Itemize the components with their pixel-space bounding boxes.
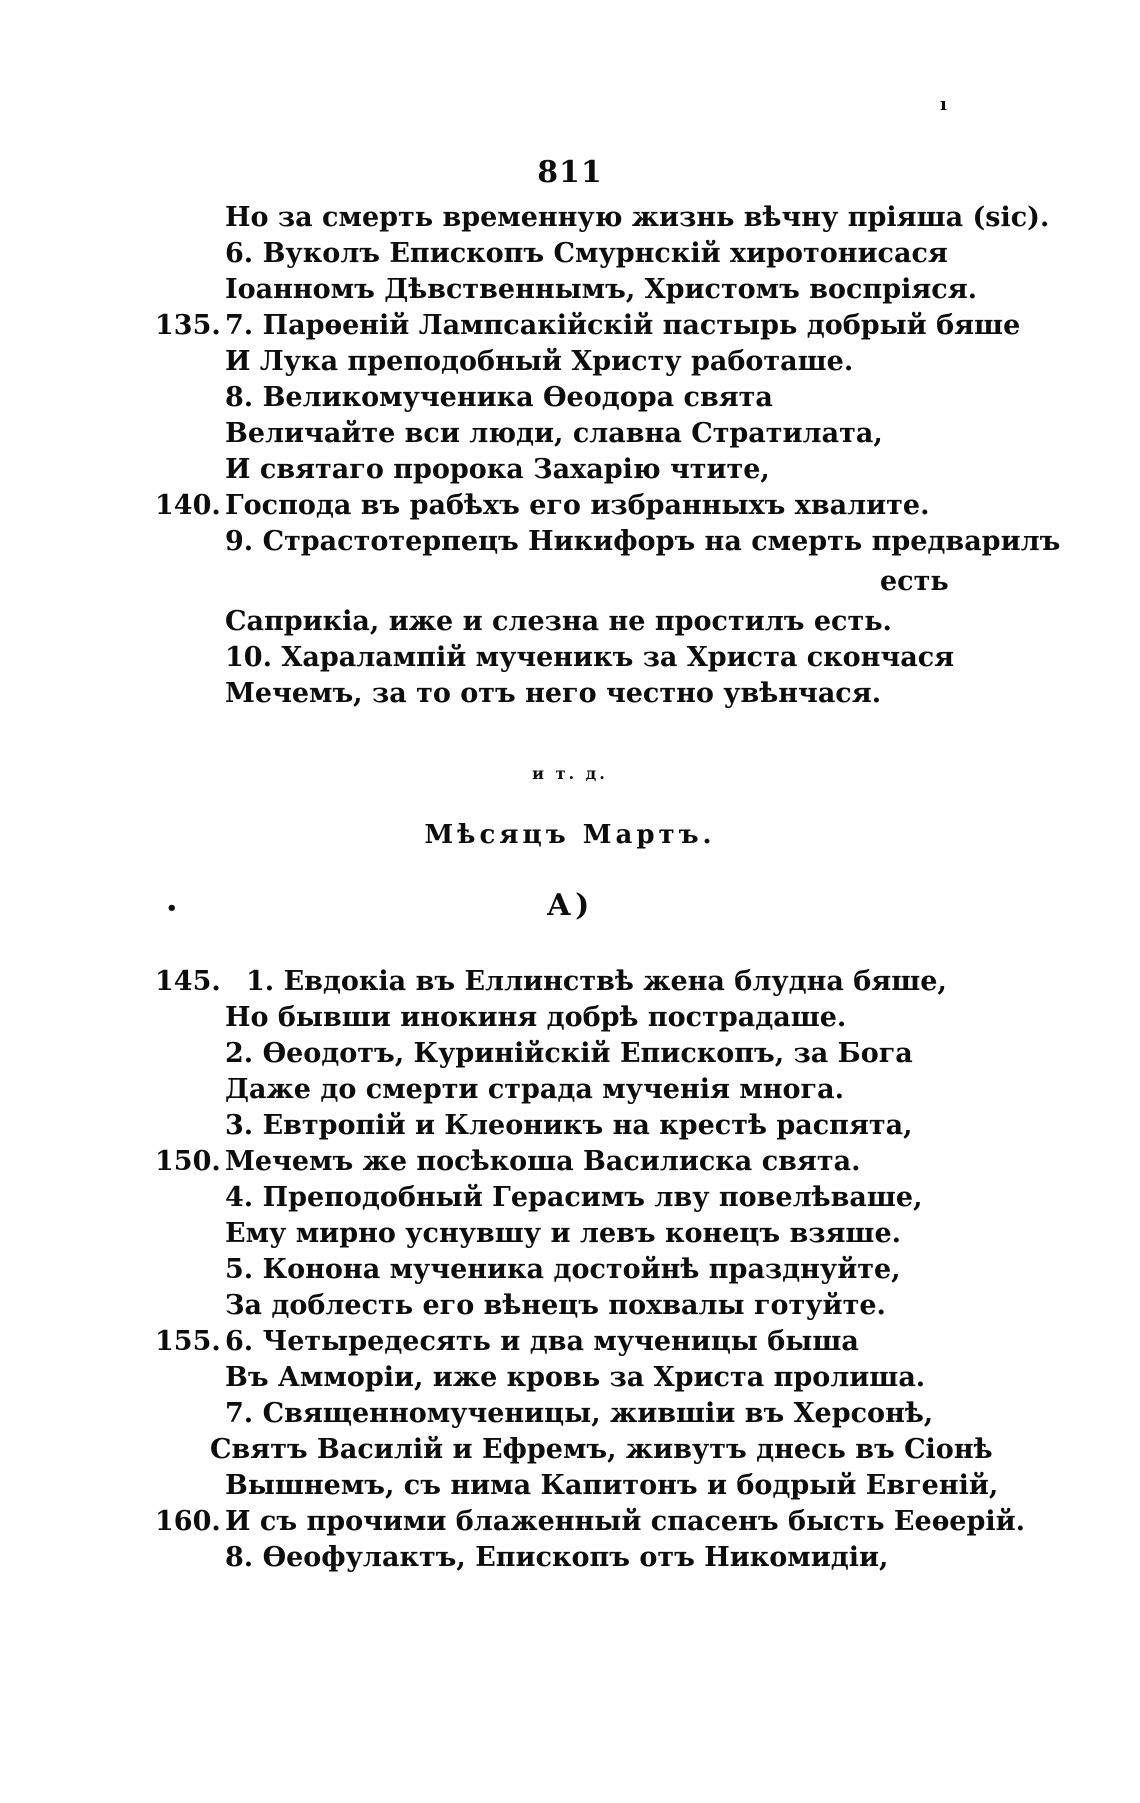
line-number: 145. bbox=[155, 966, 221, 997]
ink-speck: • bbox=[166, 898, 178, 919]
verse-text: 3. Евтропій и Клеоникъ на крестѣ распята, bbox=[225, 1110, 913, 1141]
line-number: 155. bbox=[155, 1326, 221, 1357]
verse-text: 8. Великомученика Ѳеодора свята bbox=[225, 382, 773, 413]
etc-note: и т. д. bbox=[532, 764, 608, 783]
month-heading: Мѣсяцъ Мартъ. bbox=[424, 820, 716, 850]
verse-text: 4. Преподобный Герасимъ лву повелѣваше, bbox=[225, 1182, 923, 1213]
verse-text: 10. Харалампій мученикъ за Христа скончася bbox=[225, 642, 955, 673]
line-number: 150. bbox=[155, 1146, 221, 1177]
verse-text: Святъ Василій и Ефремъ, живутъ днесь въ Сіонѣ bbox=[210, 1434, 993, 1465]
verse-text: Господа въ рабѣхъ его избранныхъ хвалите. bbox=[225, 490, 930, 521]
verse-text: 8. Ѳеофулактъ, Епископъ отъ Никомидіи, bbox=[225, 1542, 889, 1573]
verse-text: 9. Страстотерпецъ Никифоръ на смерть предварилъ bbox=[225, 526, 1061, 557]
verse-text: Іоанномъ Дѣвственнымъ, Христомъ воспріяся. bbox=[225, 274, 978, 305]
verse-text: Мечемъ, за то отъ него честно увѣнчася. bbox=[225, 678, 882, 709]
verse-text: Но бывши инокиня добрѣ пострадаше. bbox=[225, 1002, 847, 1033]
verse-text: За доблесть его вѣнецъ похвалы готуйте. bbox=[225, 1290, 886, 1321]
verse-text: Саприкіа, иже и слезна не простилъ есть. bbox=[225, 606, 892, 637]
verse-text: 7. Священномученицы, жившіи въ Херсонѣ, bbox=[225, 1398, 934, 1429]
verse-text: 1. Евдокіа въ Еллинствѣ жена блудна бяше, bbox=[246, 966, 947, 997]
verse-text: И Лука преподобный Христу работаше. bbox=[225, 346, 854, 377]
line-number: 160. bbox=[155, 1506, 221, 1537]
section-label: А) bbox=[546, 888, 594, 923]
verse-text: 6. Вуколъ Епископъ Смурнскій хиротонисася bbox=[225, 238, 948, 269]
verse-text: Вышнемъ, съ нима Капитонъ и бодрый Евгеній, bbox=[225, 1470, 999, 1501]
page-number: 811 bbox=[537, 155, 603, 190]
verse-text: Но за смерть временную жизнь вѣчну пріяша (sic). bbox=[225, 202, 1050, 233]
ink-speck: ı bbox=[940, 94, 947, 115]
verse-text: И съ прочими блаженный спасенъ бысть Ееѳерій. bbox=[225, 1506, 1026, 1537]
line-number: 135. bbox=[155, 310, 221, 341]
verse-text: Мечемъ же посѣкоша Василиска свята. bbox=[225, 1146, 861, 1177]
verse-text: 7. Парѳеній Лампсакійскій пастырь добрый бяше bbox=[225, 310, 1021, 341]
verse-text: Въ Амморіи, иже кровь за Христа пролиша. bbox=[225, 1362, 926, 1393]
verse-text: 5. Конона мученика достойнѣ празднуйте, bbox=[225, 1254, 901, 1285]
line-number: 140. bbox=[155, 490, 221, 521]
verse-text: Ему мирно уснувшу и левъ конецъ взяше. bbox=[225, 1218, 902, 1249]
verse-text: 6. Четыредесять и два мученицы быша bbox=[225, 1326, 859, 1357]
verse-text: Величайте вси люди, славна Стратилата, bbox=[225, 418, 883, 449]
verse-text: Даже до смерти страда мученія многа. bbox=[225, 1074, 844, 1105]
verse-text: И святаго пророка Захарію чтите, bbox=[225, 454, 770, 485]
verse-text: 2. Ѳеодотъ, Куринійскій Епископъ, за Бога bbox=[225, 1038, 913, 1069]
verse-text: есть bbox=[880, 566, 949, 597]
